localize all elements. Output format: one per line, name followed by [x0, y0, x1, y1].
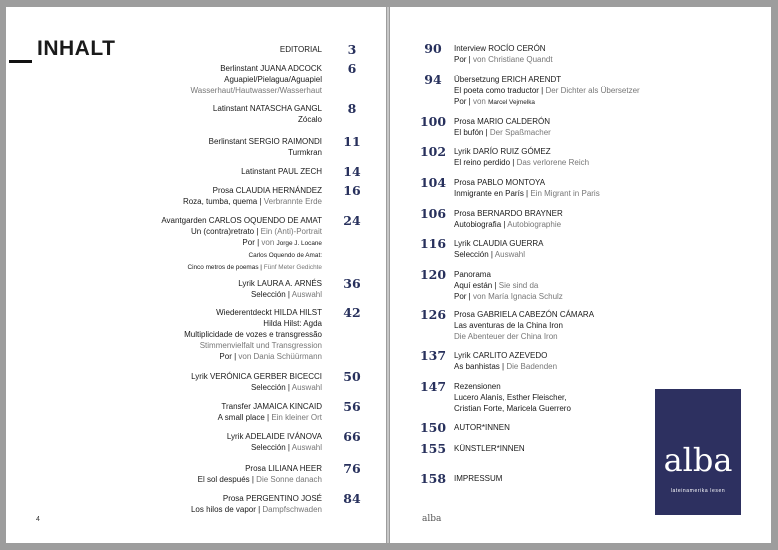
- right-page: [390, 7, 771, 543]
- entry-line: [106, 474, 322, 485]
- entry-line: [106, 74, 322, 85]
- entry-line: [106, 401, 322, 412]
- entry-line: [454, 361, 738, 372]
- entry-text-segment: Der Dichter als Übersetzer: [545, 86, 640, 95]
- entry-line: [106, 103, 322, 114]
- entry-line: [106, 318, 322, 329]
- entry-line: [106, 289, 322, 300]
- toc-entry[interactable]: [106, 44, 366, 55]
- page-number: 104: [419, 175, 447, 190]
- page-number: 150: [419, 420, 447, 435]
- entry-text-segment: Lyrik CARLITO AZEVEDO: [454, 351, 548, 360]
- entry-text: [454, 116, 738, 138]
- page-number: 147: [419, 379, 447, 394]
- brand-box: [655, 389, 741, 515]
- page-title: INHALT: [37, 37, 116, 60]
- entry-text-segment: Los hilos de vapor |: [190, 505, 263, 514]
- entry-text-segment: El reino perdido |: [454, 158, 517, 167]
- toc-entry[interactable]: [106, 215, 366, 273]
- entry-text-segment: Lyrik ADELAIDE IVÁNOVA: [226, 432, 322, 441]
- page-number: 50: [343, 369, 361, 384]
- heading-dash: [9, 60, 32, 63]
- entry-text: [106, 103, 322, 125]
- entry-line: [454, 157, 738, 168]
- entry-text-segment: von: [472, 97, 489, 106]
- left-page: [6, 7, 386, 543]
- entry-line: [106, 307, 322, 318]
- entry-line: [106, 431, 322, 442]
- entry-line: [454, 188, 738, 199]
- entry-text-segment: Por |: [242, 238, 262, 247]
- entry-text-segment: Aguapiel/Pielagua/Aguapiel: [224, 75, 322, 84]
- entry-text-segment: KÜNSTLER*INNEN: [454, 444, 525, 453]
- page-number: 6: [347, 61, 357, 76]
- entry-text: [106, 307, 322, 362]
- entry-text: [454, 43, 738, 65]
- entry-text-segment: Lucero Alanís, Esther Fleischer,: [454, 393, 567, 402]
- entry-line: [454, 85, 738, 96]
- page-number: 11: [343, 134, 361, 149]
- entry-text-segment: Prosa PERGENTINO JOSÉ: [222, 494, 322, 503]
- entry-text: [106, 166, 322, 177]
- entry-line: [106, 215, 322, 226]
- entry-text: [106, 371, 322, 393]
- toc-entry[interactable]: [106, 493, 366, 515]
- entry-text: [454, 350, 738, 372]
- entry-text-segment: IMPRESSUM: [454, 474, 503, 483]
- entry-text-segment: von: [261, 238, 277, 247]
- entry-text-segment: von Christiane Quandt: [472, 55, 553, 64]
- page-number: 42: [343, 305, 361, 320]
- toc-entry[interactable]: [106, 166, 366, 177]
- toc-entry[interactable]: [106, 185, 366, 207]
- entry-line: [106, 249, 322, 261]
- entry-line: [106, 504, 322, 515]
- brand-subtitle: lateinamerika lesen: [670, 488, 726, 494]
- entry-text-segment: Autobiographie: [507, 220, 562, 229]
- entry-text: [106, 63, 322, 96]
- page-number: 14: [343, 164, 361, 179]
- entry-text-segment: Cristian Forte, Maricela Guerrero: [454, 404, 571, 413]
- entry-text-segment: Die Sonne danach: [256, 475, 322, 484]
- toc-entry[interactable]: [106, 401, 366, 423]
- entry-line: [454, 320, 738, 331]
- entry-text-segment: Cinco metros de poemas |: [187, 264, 264, 271]
- entry-line: [106, 493, 322, 504]
- entry-text-segment: Lyrik DARÍO RUIZ GÓMEZ: [454, 147, 551, 156]
- entry-line: [454, 331, 738, 342]
- toc-entry[interactable]: [106, 463, 366, 485]
- entry-text-segment: Prosa LILIANA HEER: [245, 464, 322, 473]
- entry-text: [454, 269, 738, 302]
- entry-text-segment: Lyrik CLAUDIA GUERRA: [454, 239, 544, 248]
- entry-text-segment: Selección |: [454, 250, 495, 259]
- entry-text-segment: Las aventuras de la China Iron: [454, 321, 563, 330]
- entry-text-segment: Prosa MARIO CALDERÓN: [454, 117, 551, 126]
- entry-line: [106, 44, 322, 55]
- entry-text-segment: Prosa BERNARDO BRAYNER: [454, 209, 563, 218]
- entry-text-segment: Die Abenteuer der China Iron: [454, 332, 558, 341]
- entry-text: [454, 309, 738, 342]
- entry-text-segment: Auswahl: [291, 443, 322, 452]
- entry-text-segment: Carlos Oquendo de Amat:: [248, 252, 322, 259]
- page-number: 84: [343, 491, 361, 506]
- entry-line: [454, 127, 738, 138]
- entry-line: [106, 114, 322, 125]
- entry-line: [106, 442, 322, 453]
- page-number: 106: [419, 206, 447, 221]
- toc-entry[interactable]: [106, 63, 366, 96]
- page-number: 120: [419, 267, 447, 282]
- entry-text-segment: Multiplicidade de vozes e transgressão: [184, 330, 322, 339]
- entry-line: [454, 269, 738, 280]
- entry-text: [106, 493, 322, 515]
- entry-line: [454, 208, 738, 219]
- page-number: 16: [343, 183, 361, 198]
- entry-text-segment: Selección |: [250, 290, 292, 299]
- entry-text: [106, 215, 322, 273]
- entry-text: [454, 208, 738, 230]
- entry-text-segment: Die Badenden: [506, 362, 558, 371]
- entry-line: [454, 74, 738, 85]
- entry-text-segment: El poeta como traductor |: [454, 86, 546, 95]
- toc-entry[interactable]: [106, 307, 366, 362]
- page-number: 116: [419, 236, 447, 251]
- entry-text-segment: Transfer JAMAICA KINCAID: [221, 402, 322, 411]
- page-number: 3: [347, 42, 357, 57]
- entry-text-segment: A small place |: [217, 413, 272, 422]
- entry-text-segment: Avantgarden CARLOS OQUENDO DE AMAT: [161, 216, 322, 225]
- entry-line: [106, 340, 322, 351]
- entry-line: [454, 238, 738, 249]
- entry-line: [106, 329, 322, 340]
- entry-line: [454, 177, 738, 188]
- entry-text: [106, 431, 322, 453]
- page-number: 66: [343, 429, 361, 444]
- entry-text-segment: As banhistas |: [454, 362, 507, 371]
- toc-entry[interactable]: [106, 278, 366, 300]
- entry-text-segment: Wiederentdeckt HILDA HILST: [216, 308, 322, 317]
- entry-line: [106, 196, 322, 207]
- entry-text-segment: Prosa GABRIELA CABEZÓN CÁMARA: [454, 310, 595, 319]
- entry-text-segment: Prosa PABLO MONTOYA: [454, 178, 546, 187]
- entry-text-segment: Inmigrante en París |: [454, 189, 531, 198]
- entry-line: [106, 147, 322, 158]
- entry-line: [454, 249, 738, 260]
- folio-left: 4: [36, 516, 40, 523]
- entry-text-segment: Rezensionen: [454, 382, 501, 391]
- entry-line: [106, 166, 322, 177]
- entry-text-segment: Verbrannte Erde: [263, 197, 322, 206]
- entry-text-segment: Ein (Anti)-Portrait: [260, 227, 322, 236]
- entry-line: [106, 371, 322, 382]
- entry-text: [454, 177, 738, 199]
- entry-text: [454, 146, 738, 168]
- entry-line: [106, 185, 322, 196]
- entry-text: [106, 463, 322, 485]
- page-number: 126: [419, 307, 447, 322]
- entry-text-segment: Roza, tumba, quema |: [182, 197, 264, 206]
- brand-logo: alba: [663, 441, 733, 479]
- entry-text: [106, 136, 322, 158]
- entry-text-segment: Turmkran: [288, 148, 322, 157]
- entry-line: [106, 261, 322, 273]
- page-number: 137: [419, 348, 447, 363]
- entry-line: [454, 309, 738, 320]
- entry-text: [106, 185, 322, 207]
- entry-line: [454, 219, 738, 230]
- entry-line: [106, 351, 322, 362]
- entry-text-segment: Auswahl: [291, 383, 322, 392]
- entry-text-segment: von Dania Schüürmann: [238, 352, 322, 361]
- entry-line: [454, 43, 738, 54]
- logo-small: alba: [422, 514, 442, 524]
- entry-text-segment: Selección |: [250, 383, 292, 392]
- entry-line: [106, 63, 322, 74]
- entry-text-segment: AUTOR*INNEN: [454, 423, 510, 432]
- entry-line: [106, 412, 322, 423]
- entry-text-segment: Por |: [454, 55, 473, 64]
- entry-line: [106, 226, 322, 237]
- page-number: 90: [424, 41, 442, 56]
- toc-entry[interactable]: [106, 431, 366, 453]
- spine: [387, 7, 389, 543]
- entry-line: [106, 237, 322, 249]
- entry-text-segment: Panorama: [454, 270, 491, 279]
- entry-text-segment: Aquí están |: [454, 281, 499, 290]
- entry-text-segment: Der Spaßmacher: [489, 128, 551, 137]
- entry-text-segment: Latinstant PAUL ZECH: [241, 167, 322, 176]
- entry-text-segment: El sol después |: [197, 475, 257, 484]
- entry-text: [106, 278, 322, 300]
- page-number: 100: [419, 114, 447, 129]
- toc-entry[interactable]: [106, 136, 366, 158]
- entry-text-segment: Lyrik VERÓNICA GERBER BICECCI: [191, 372, 322, 381]
- page-number: 102: [419, 144, 447, 159]
- page-number: 24: [343, 213, 361, 228]
- entry-text: [454, 74, 738, 108]
- entry-line: [454, 146, 738, 157]
- entry-line: [454, 116, 738, 127]
- entry-line: [454, 280, 738, 291]
- page-number: 158: [419, 471, 447, 486]
- entry-line: [454, 54, 738, 65]
- entry-text-segment: Por |: [219, 352, 239, 361]
- entry-text: [454, 238, 738, 260]
- entry-text-segment: Sie sind da: [498, 281, 539, 290]
- entry-text-segment: Latinstant NATASCHA GANGL: [212, 104, 322, 113]
- entry-line: [454, 96, 738, 108]
- entry-text-segment: Berlinstant JUANA ADCOCK: [220, 64, 322, 73]
- entry-text-segment: Hilda Hilst: Agda: [263, 319, 322, 328]
- entry-text-segment: EDITORIAL: [279, 45, 322, 54]
- entry-text-segment: Ein Migrant in Paris: [530, 189, 600, 198]
- entry-text-segment: Lyrik LAURA A. ARNÉS: [238, 279, 322, 288]
- entry-text-segment: Zócalo: [297, 115, 322, 124]
- entry-text-segment: Marcel Vejmelka: [488, 99, 535, 106]
- page-number: 8: [347, 101, 357, 116]
- entry-text-segment: Interview ROCÍO CERÓN: [454, 44, 546, 53]
- toc-entry[interactable]: [106, 103, 366, 125]
- entry-text-segment: von María Ignacia Schulz: [472, 292, 563, 301]
- page-number: 56: [343, 399, 361, 414]
- entry-line: [106, 278, 322, 289]
- entry-text-segment: Por |: [454, 292, 473, 301]
- entry-text-segment: Prosa CLAUDIA HERNÁNDEZ: [212, 186, 322, 195]
- entry-text-segment: Stimmenvielfalt und Transgression: [199, 341, 322, 350]
- entry-text-segment: Jorge J. Locane: [276, 240, 322, 247]
- entry-text-segment: Übersetzung ERICH ARENDT: [454, 75, 562, 84]
- page-number: 155: [419, 441, 447, 456]
- entry-line: [454, 350, 738, 361]
- entry-text: [106, 401, 322, 423]
- entry-text: [106, 44, 322, 55]
- page-number: 94: [424, 72, 442, 87]
- entry-text-segment: Autobiografia |: [454, 220, 508, 229]
- entry-text-segment: Auswahl: [494, 250, 526, 259]
- toc-entry[interactable]: [106, 371, 366, 393]
- entry-text-segment: Selección |: [250, 443, 292, 452]
- entry-text-segment: Por |: [454, 97, 473, 106]
- entry-text-segment: Auswahl: [291, 290, 322, 299]
- entry-text-segment: Berlinstant SERGIO RAIMONDI: [208, 137, 322, 146]
- entry-text-segment: Un (contra)retrato |: [190, 227, 261, 236]
- entry-line: [454, 291, 738, 302]
- entry-text-segment: Fünf Meter Gedichte: [263, 264, 322, 271]
- entry-line: [106, 85, 322, 96]
- entry-text-segment: El bufón |: [454, 128, 490, 137]
- entry-text-segment: Wasserhaut/Hautwasser/Wasserhaut: [190, 86, 322, 95]
- entry-text-segment: Dampfschwaden: [262, 505, 322, 514]
- entry-text-segment: Das verlorene Reich: [516, 158, 590, 167]
- entry-line: [106, 463, 322, 474]
- entry-line: [106, 136, 322, 147]
- page-number: 36: [343, 276, 361, 291]
- page-number: 76: [343, 461, 361, 476]
- entry-line: [106, 382, 322, 393]
- entry-text-segment: Ein kleiner Ort: [271, 413, 322, 422]
